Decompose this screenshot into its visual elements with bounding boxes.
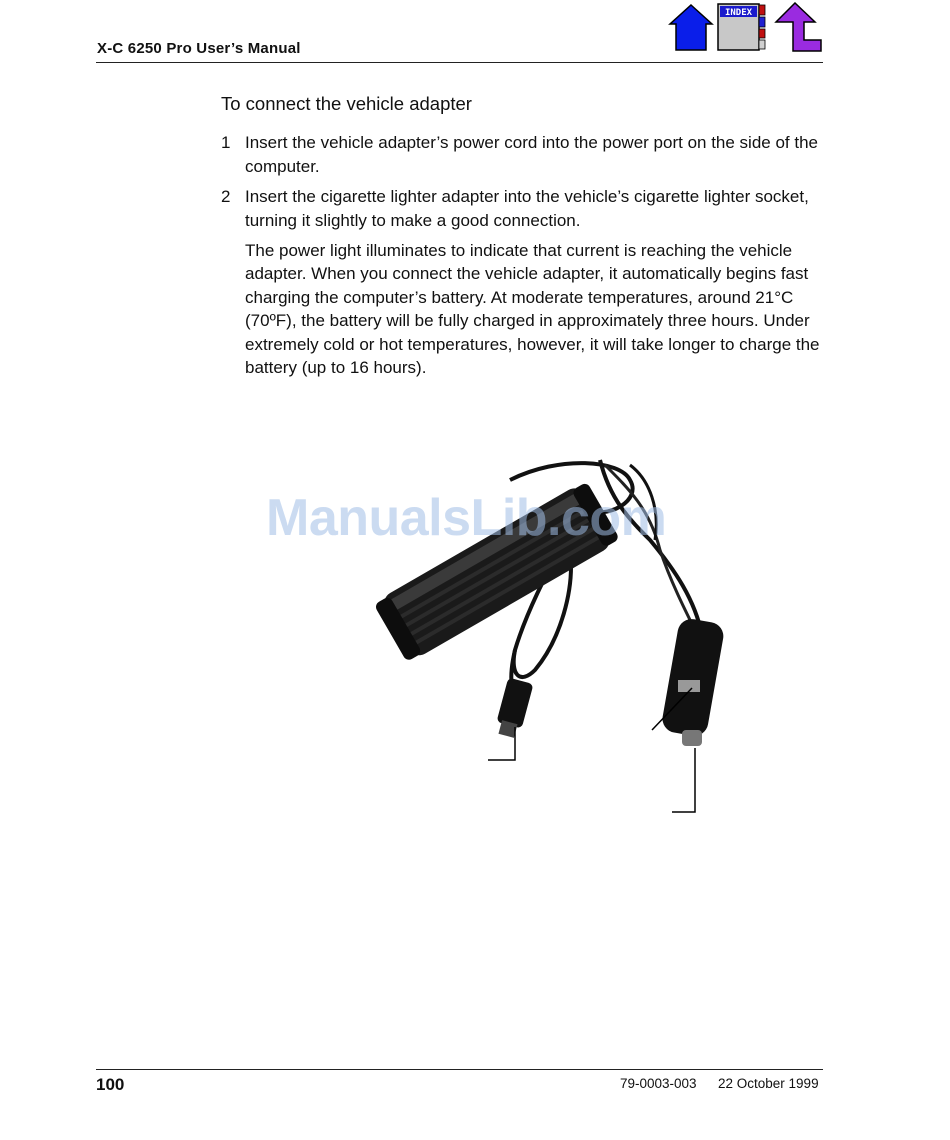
page-number: 100 [96, 1075, 125, 1094]
index-book-icon [717, 2, 767, 52]
index-label: INDEX [724, 8, 753, 18]
footer-divider [96, 1069, 823, 1070]
back-button[interactable] [773, 2, 821, 52]
step-number: 2 [221, 187, 231, 206]
step-text: Insert the vehicle adapter’s power cord into the power port on the side of the computer. [245, 133, 818, 176]
header-divider [96, 62, 823, 63]
watermark: ManualsLib.com [266, 489, 667, 547]
step-number: 1 [221, 133, 231, 152]
section-heading: To connect the vehicle adapter [221, 93, 472, 114]
manual-title: X-C 6250 Pro User’s Manual [97, 40, 301, 57]
document-code: 79-0003-003 [620, 1076, 697, 1091]
index-button[interactable] [717, 2, 765, 52]
back-arrow-icon [773, 2, 823, 52]
home-button[interactable] [667, 2, 715, 52]
home-icon [667, 2, 715, 52]
charging-info-paragraph: The power light illuminates to indicate that current is reaching the vehicle adapter. When you connect the vehicle adapter, it automatically begins fast charging the computer’s battery. At moderate temperatures, around 21°C (70ºF), the battery will be fully charged in approximately three hours. Under extremely cold or hot temperatures, however, it will take longer to charge the battery (up to 16 hours). [245, 241, 820, 378]
step-text: Insert the cigarette lighter adapter into the vehicle’s cigarette lighter socket, turning it slightly to make a good connection. [245, 187, 809, 230]
document-date: 22 October 1999 [718, 1076, 819, 1091]
